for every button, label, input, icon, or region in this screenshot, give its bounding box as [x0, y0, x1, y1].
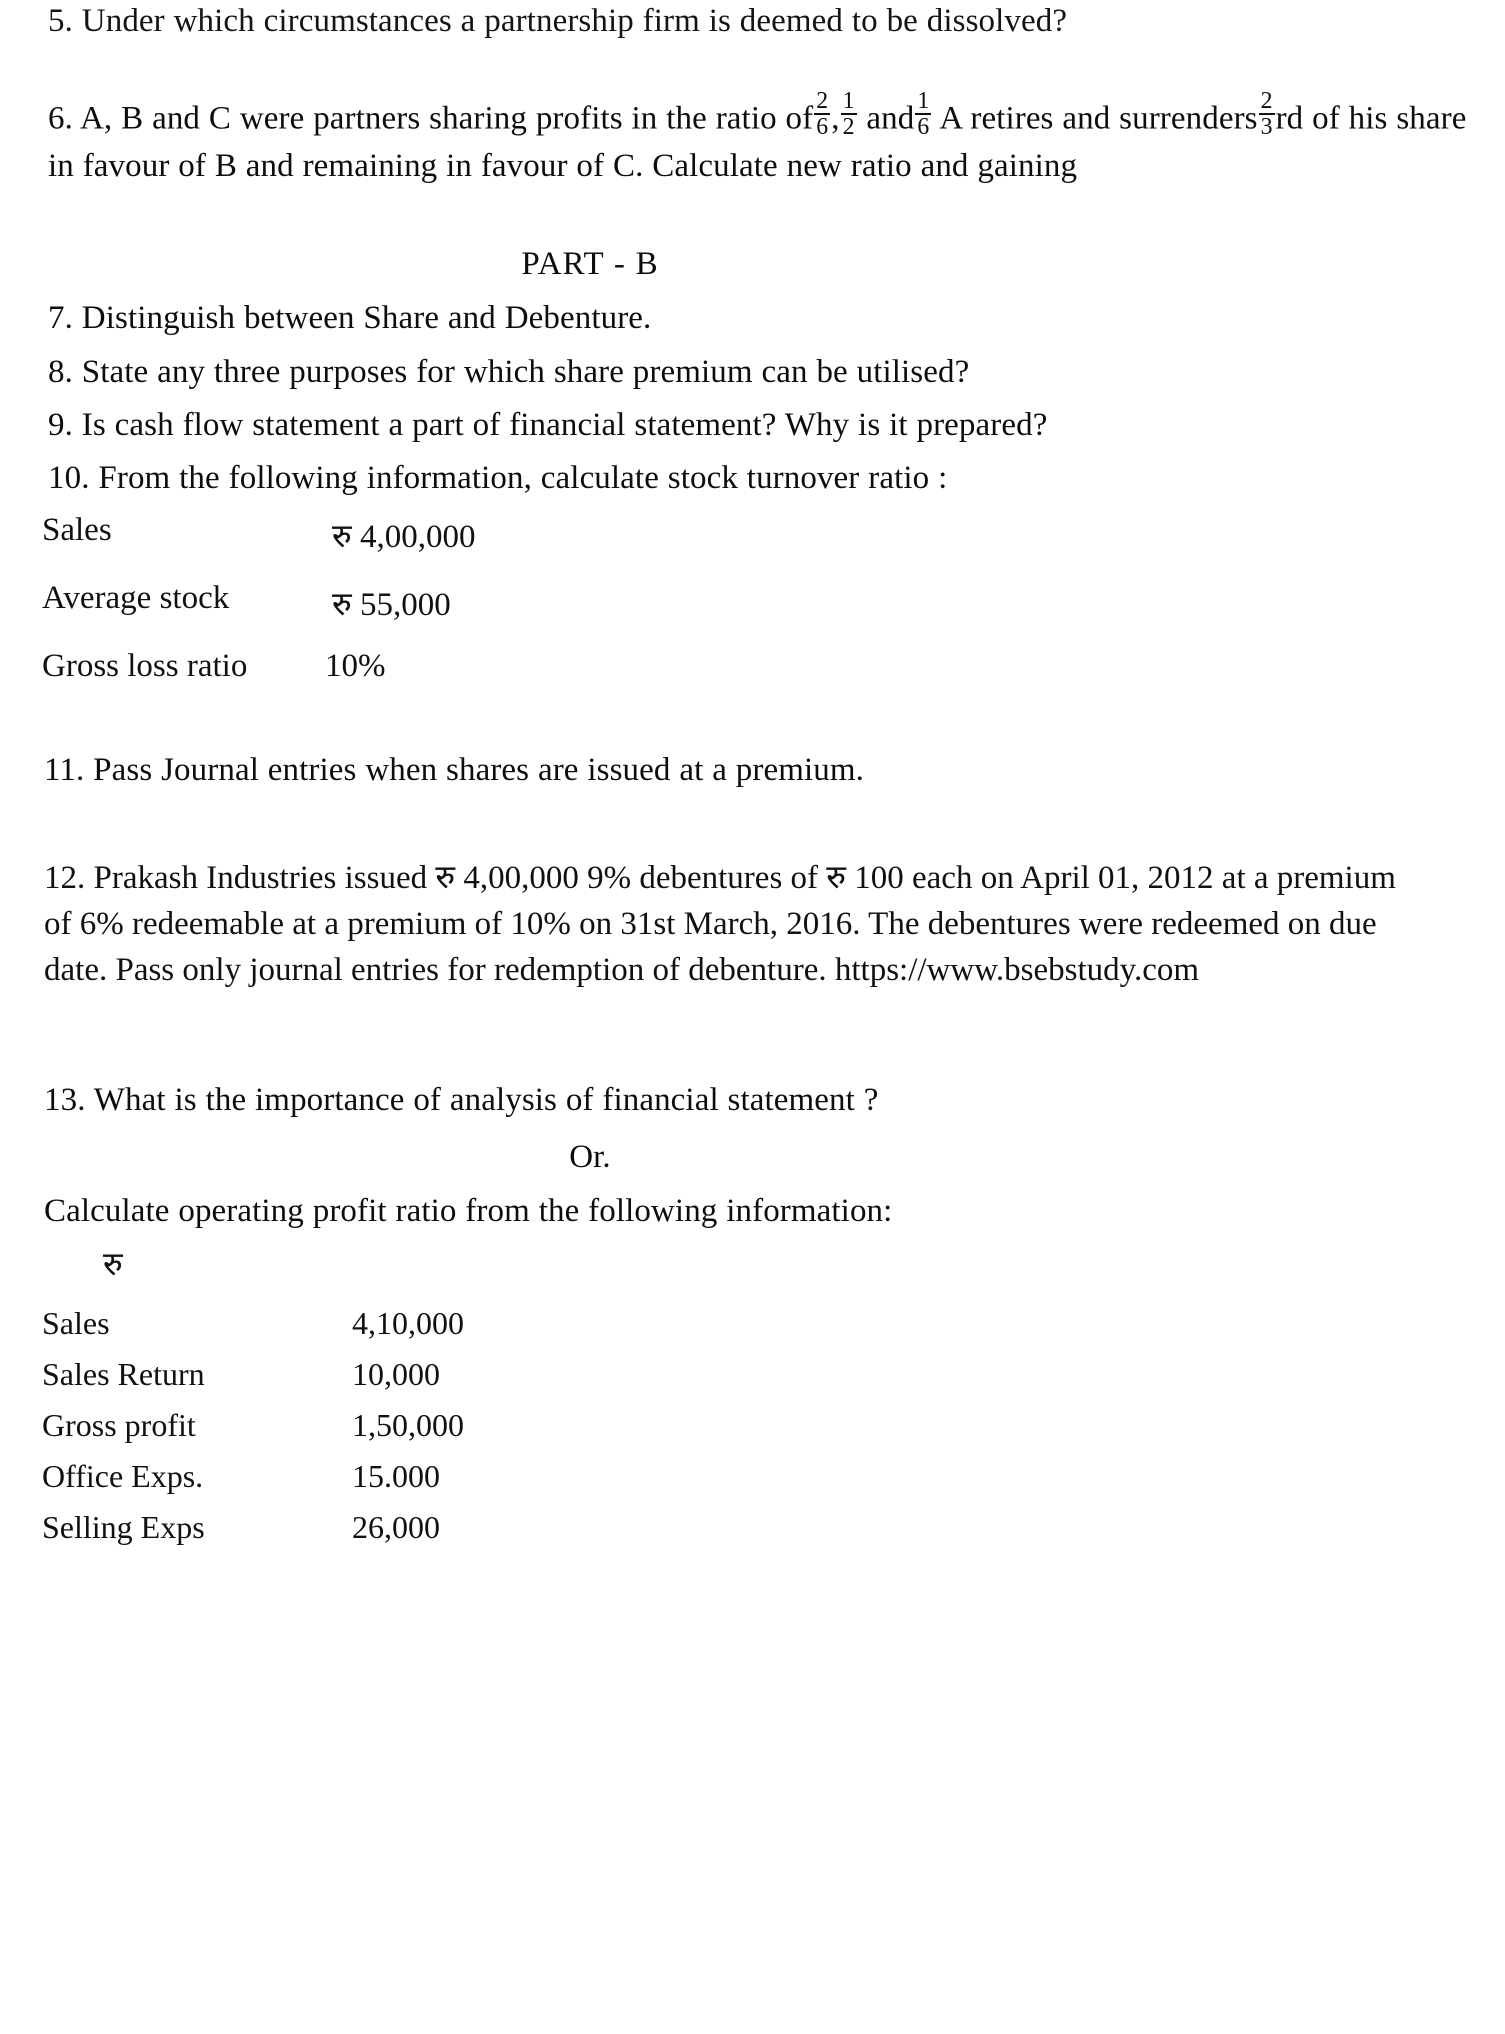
operating-profit-table [42, 1305, 942, 1560]
question-11: 11. Pass Journal entries when shares are issued at a premium. [44, 752, 865, 788]
row-value: 10,000 [352, 1356, 440, 1392]
stock-turnover-table [42, 512, 942, 716]
row-label: Selling Exps [42, 1509, 205, 1545]
table-row [42, 1509, 942, 1560]
question-8: 8. State any three purposes for which share premium can be utilised? [48, 354, 970, 390]
table-row [42, 512, 942, 580]
conjunction-and: and [866, 100, 915, 137]
or-separator: Or. [569, 1139, 611, 1175]
question-7: 7. Distinguish between Share and Debenture. [48, 300, 652, 336]
table-row [42, 1305, 942, 1356]
question-10: 10. From the following information, calculate stock turnover ratio : [48, 460, 948, 496]
fraction-2-3: $\frac{2}{3}$ [1260, 88, 1273, 141]
table-row [42, 580, 942, 648]
row-label: Sales [42, 1305, 110, 1341]
question-6-tail: rd of his share in favour of B and remaining in favour of C. Calculate new ratio and gaining [48, 100, 1467, 185]
row-label: Sales [42, 512, 112, 548]
rupee-symbol-header: रु [103, 1247, 123, 1283]
question-6-mid: A retires and surrenders [939, 100, 1258, 137]
question-13: 13. What is the importance of analysis of financial statement ? [44, 1082, 879, 1118]
table-row [42, 648, 942, 716]
table-row [42, 1407, 942, 1458]
question-12: 12. Prakash Industries issued रु 4,00,000 9% debentures of रु 100 each on April 01, 2012 at a premium of 6% redeemable at a premium of 10% on 31st March, 2016. The debentures were redeemed on due date. Pass only journal entries for redemption of debenture. https://www.bsebstudy.com [44, 860, 1396, 989]
row-value: 1,50,000 [352, 1407, 464, 1443]
row-value: रु 4,00,000 [332, 519, 476, 555]
row-value: 26,000 [352, 1509, 440, 1545]
row-value: 4,10,000 [352, 1305, 464, 1341]
fraction-separator: , [831, 100, 840, 137]
question-5: 5. Under which circumstances a partnership firm is deemed to be dissolved? [48, 3, 1068, 39]
part-b-heading: PART - B [521, 246, 659, 282]
question-6-lead: 6. A, B and C were partners sharing profits in the ratio of [48, 100, 814, 137]
row-label: Average stock [42, 580, 230, 616]
row-value: 10% [325, 648, 386, 684]
row-label: Gross profit [42, 1407, 196, 1443]
fraction-2-6: $\frac{2}{6}$ [816, 88, 829, 141]
row-label: Office Exps. [42, 1458, 204, 1494]
table-row [42, 1356, 942, 1407]
question-13-alternative: Calculate operating profit ratio from the following information: [44, 1193, 893, 1229]
row-label: Sales Return [42, 1356, 205, 1392]
fraction-1-2: $\frac{1}{2}$ [842, 88, 855, 141]
row-label: Gross loss ratio [42, 648, 248, 684]
question-9: 9. Is cash flow statement a part of financial statement? Why is it prepared? [48, 407, 1048, 443]
fraction-1-6: $\frac{1}{6}$ [917, 88, 930, 141]
row-value: 15.000 [352, 1458, 440, 1494]
row-value: रु 55,000 [332, 587, 451, 623]
table-row [42, 1458, 942, 1509]
question-6 [48, 88, 1468, 190]
